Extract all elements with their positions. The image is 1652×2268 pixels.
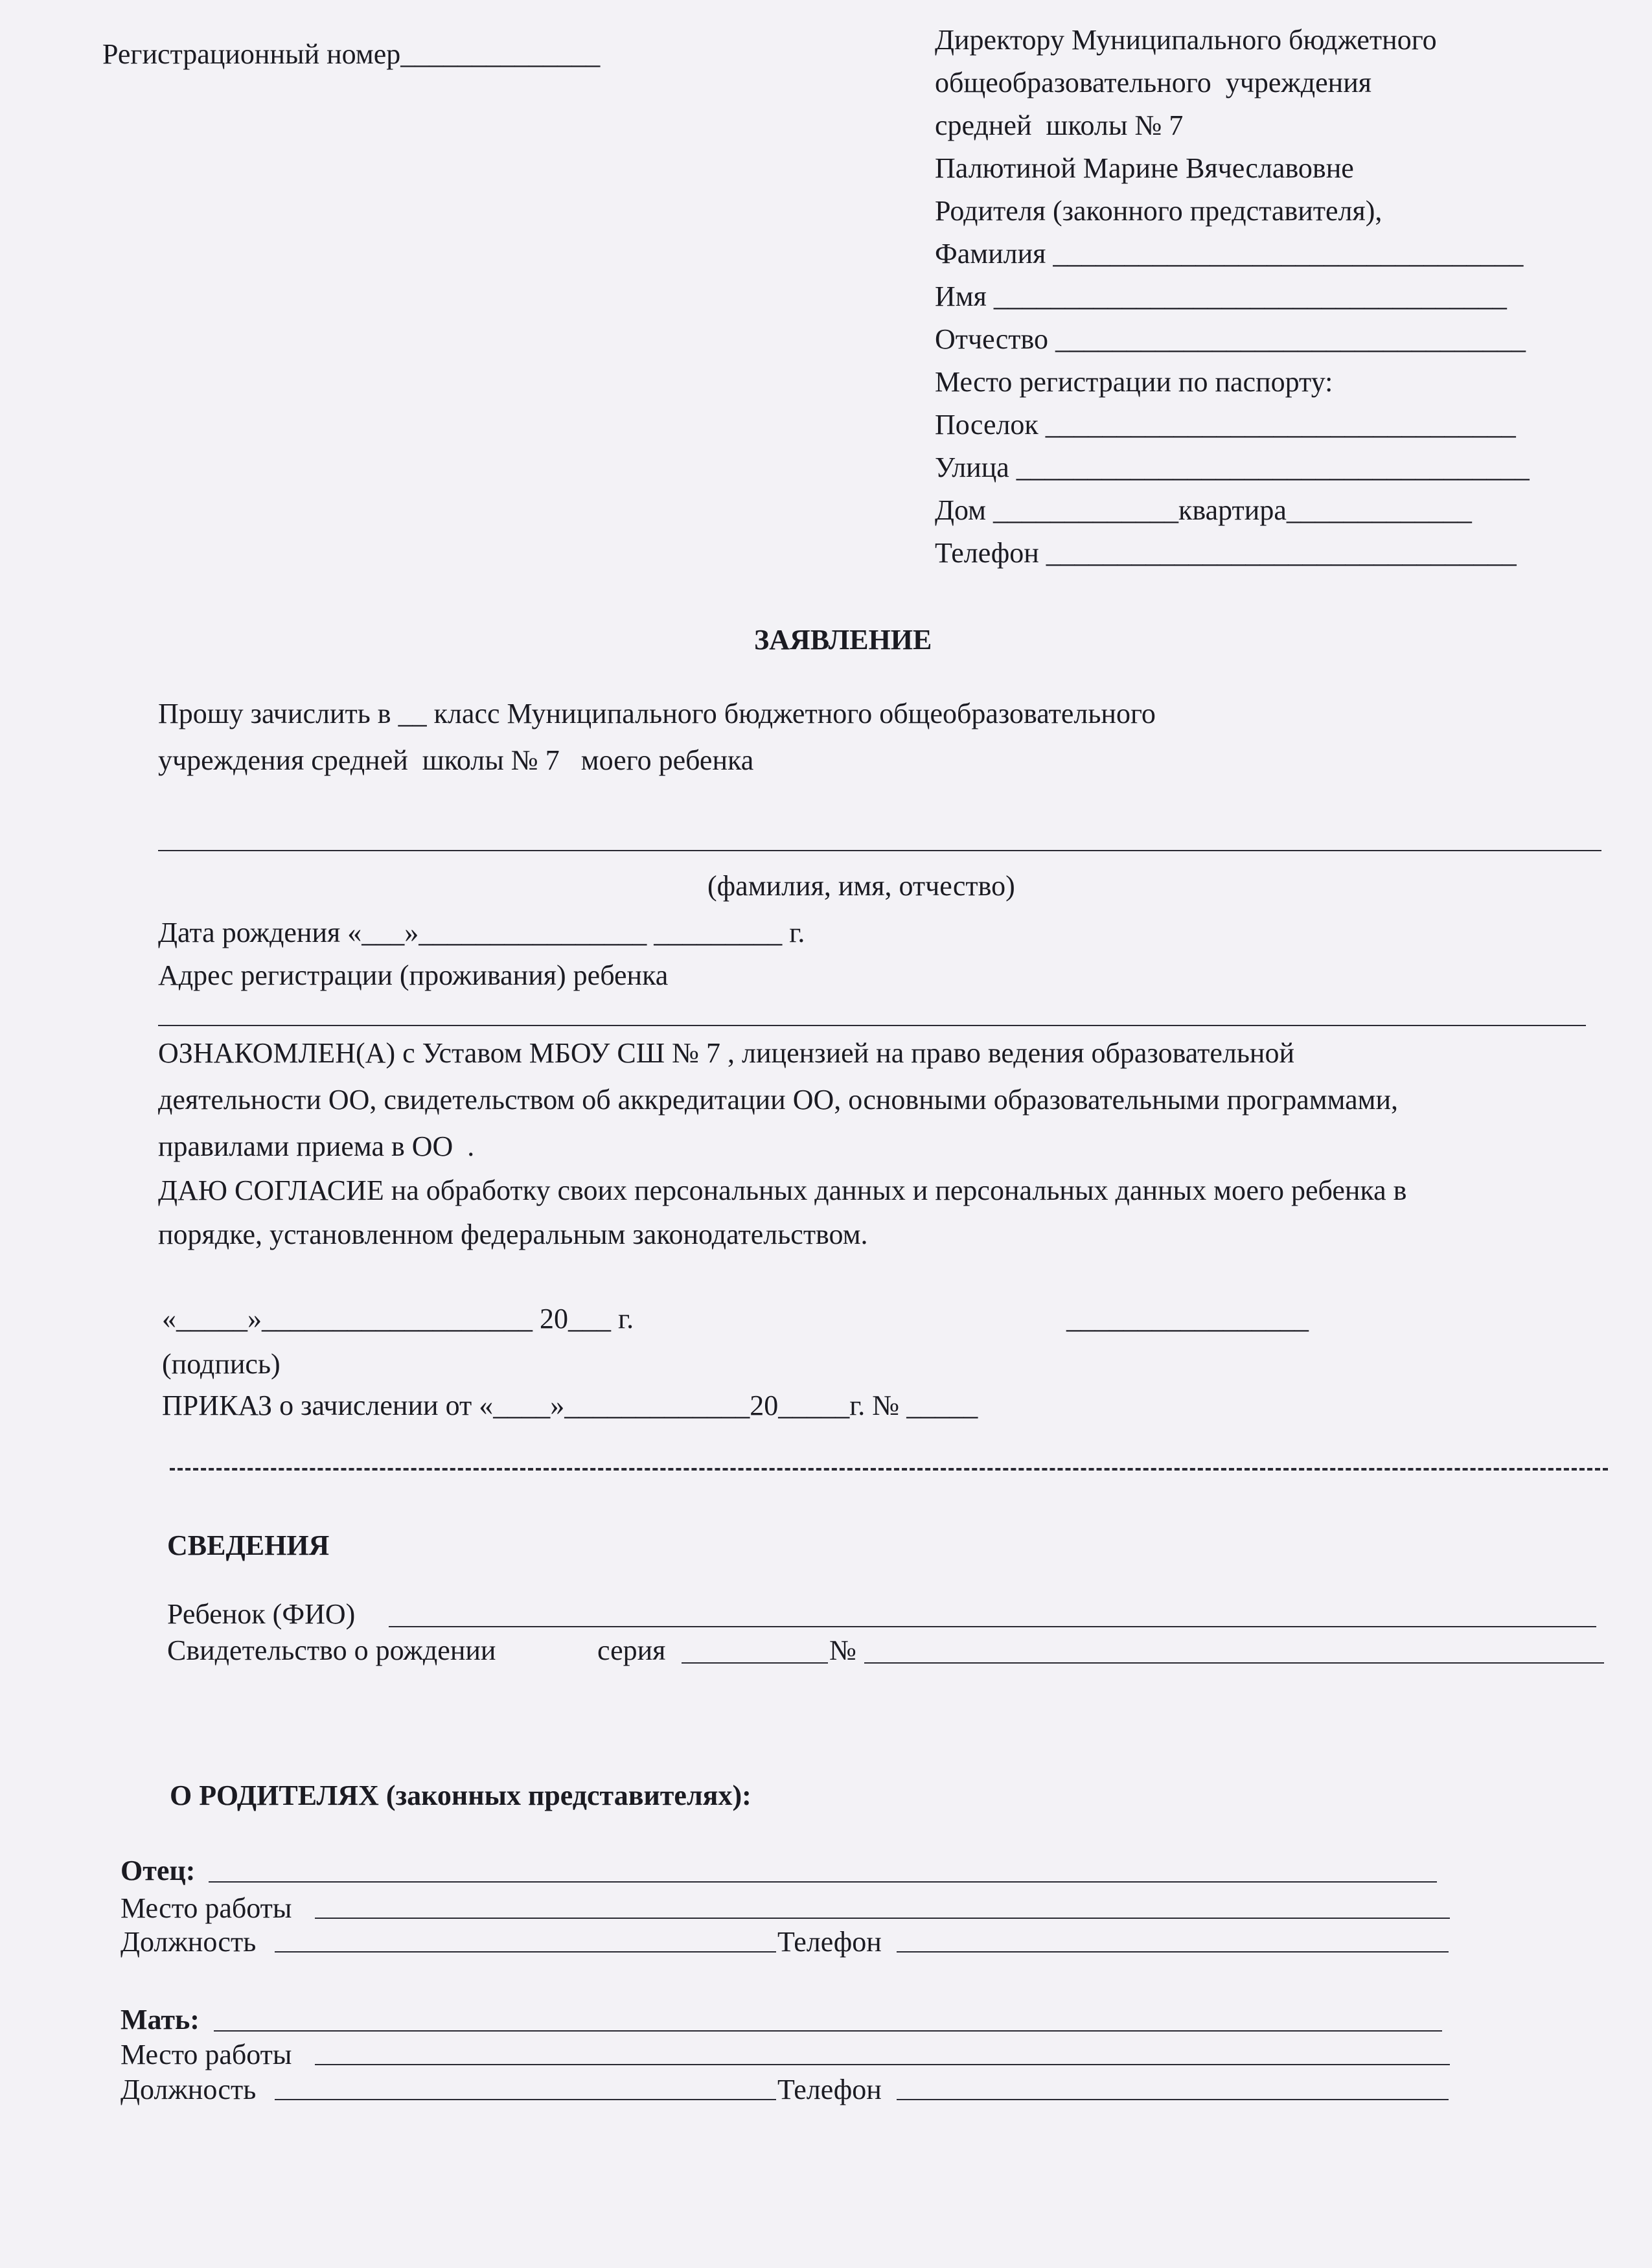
consent-line: правилами приема в ОО . (158, 1130, 475, 1162)
addressee-line: Родителя (законного представителя), (935, 195, 1382, 227)
address-line[interactable] (158, 1025, 1586, 1026)
order-line[interactable]: ПРИКАЗ о зачислении от «____»_____________20_____г. № _____ (162, 1390, 978, 1421)
street-field[interactable]: Улица ____________________________________ (935, 452, 1530, 483)
mother-phone-field[interactable] (897, 2099, 1449, 2100)
father-phone-field[interactable] (897, 1951, 1449, 1953)
number-label: № (829, 1634, 856, 1666)
father-position-field[interactable] (275, 1951, 776, 1953)
phone-field[interactable]: Телефон _________________________________ (935, 537, 1517, 569)
child-fio-field[interactable] (389, 1626, 1596, 1627)
parents-heading: О РОДИТЕЛЯХ (законных представителях): (170, 1780, 751, 1811)
mother-position-label: Должность (120, 2074, 257, 2105)
mother-work-field[interactable] (315, 2064, 1450, 2065)
birth-date-field[interactable]: Дата рождения «___»________________ _________ г. (158, 917, 805, 948)
child-fio-line[interactable] (158, 850, 1601, 851)
signature-field[interactable]: _________________ (1066, 1303, 1309, 1334)
father-position-label: Должность (120, 1926, 257, 1958)
addressee-line: Место регистрации по паспорту: (935, 366, 1333, 398)
registration-number: Регистрационный номер______________ (102, 38, 601, 70)
series-label: серия (597, 1634, 666, 1666)
addressee-line: общеобразовательного учреждения (935, 67, 1372, 98)
signature-label: (подпись) (162, 1348, 281, 1380)
request-line: учреждения средней школы № 7 моего ребенка (158, 744, 754, 776)
father-phone-label: Телефон (777, 1926, 882, 1958)
mother-position-field[interactable] (275, 2099, 776, 2100)
consent-line: ОЗНАКОМЛЕН(А) с Уставом МБОУ СШ № 7 , лицензией на право ведения образовательной (158, 1037, 1295, 1069)
info-heading: СВЕДЕНИЯ (167, 1529, 330, 1561)
consent-line: ДАЮ СОГЛАСИЕ на обработку своих персональных данных и персональных данных моего ребенка в (158, 1174, 1407, 1206)
name-field[interactable]: Имя ____________________________________ (935, 281, 1507, 312)
settlement-field[interactable]: Поселок _________________________________ (935, 409, 1516, 441)
cut-line (170, 1468, 1608, 1471)
father-work-field[interactable] (315, 1918, 1450, 1919)
series-field[interactable] (682, 1662, 828, 1664)
address-label: Адрес регистрации (проживания) ребенка (158, 959, 669, 991)
document-title: ЗАЯВЛЕНИЕ (754, 624, 932, 656)
addressee-line: Директору Муниципального бюджетного (935, 24, 1437, 56)
father-name-field[interactable] (209, 1881, 1437, 1883)
addressee-line: Палютиной Марине Вячеславовне (935, 152, 1354, 184)
child-label: Ребенок (ФИО) (167, 1598, 356, 1630)
surname-field[interactable]: Фамилия _________________________________ (935, 238, 1524, 269)
birth-cert-label: Свидетельство о рождении (167, 1634, 496, 1666)
patronymic-field[interactable]: Отчество _________________________________ (935, 323, 1526, 355)
father-label: Отец: (120, 1855, 196, 1886)
consent-line: деятельности ОО, свидетельством об аккредитации ОО, основными образовательными программами, (158, 1084, 1399, 1116)
mother-label: Мать: (120, 2004, 200, 2035)
consent-line: порядке, установленном федеральным законодательством. (158, 1219, 868, 1250)
date-field[interactable]: «_____»___________________ 20___ г. (162, 1303, 634, 1334)
father-work-label: Место работы (120, 1892, 292, 1924)
addressee-line: средней школы № 7 (935, 109, 1184, 141)
mother-phone-label: Телефон (777, 2074, 882, 2105)
request-line: Прошу зачислить в __ класс Муниципального бюджетного общеобразовательного (158, 698, 1156, 729)
mother-work-label: Место работы (120, 2039, 292, 2070)
mother-name-field[interactable] (214, 2030, 1442, 2032)
fio-caption: (фамилия, имя, отчество) (707, 870, 1015, 902)
number-field[interactable] (864, 1662, 1604, 1664)
house-apartment-field[interactable]: Дом _____________квартира_____________ (935, 494, 1472, 526)
